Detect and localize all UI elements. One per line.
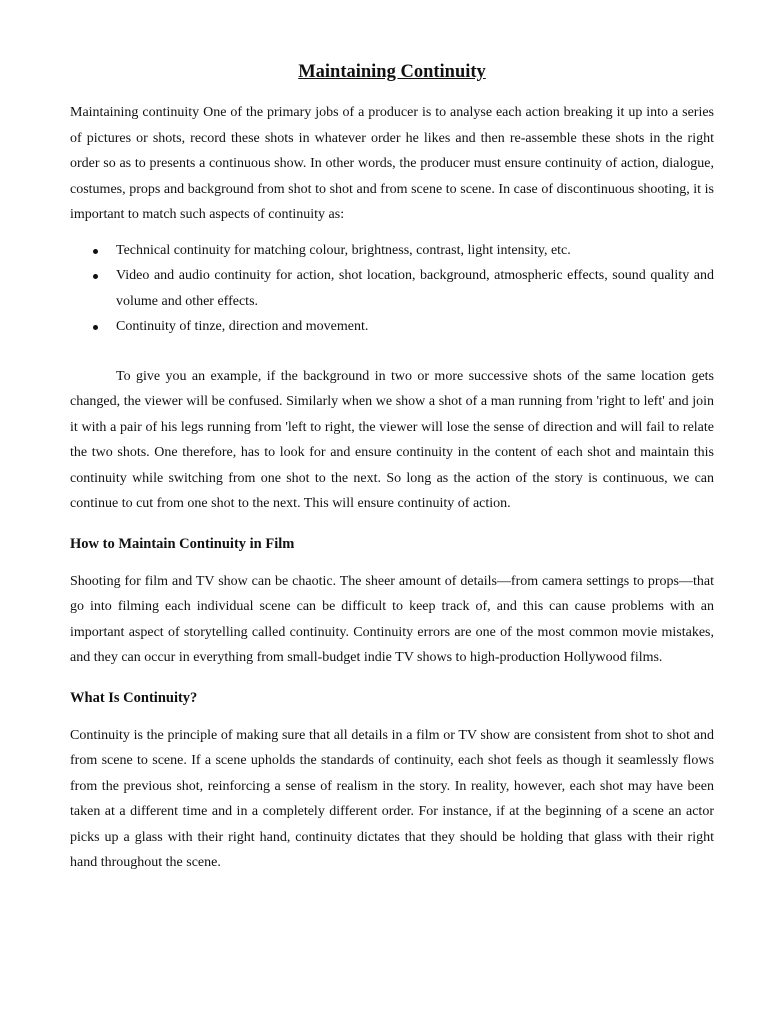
section-heading-what-is-continuity: What Is Continuity? xyxy=(70,689,198,706)
section-heading-how-to-maintain: How to Maintain Continuity in Film xyxy=(70,535,295,552)
bullet-dot-icon xyxy=(93,274,98,279)
section-body-what-is-continuity: Continuity is the principle of making sure that all details in a film or TV show are consistent from shot to shot and from scene to scene. If a scene upholds the standards of continuity, each shot feels as though it seamlessly flows from the previous shot, reinforcing a sense of realism in the story. In reality, however, each shot may have been taken at a different time and in a completely different order. For instance, if at the beginning of a scene an actor picks up a glass with their right hand, continuity dictates that they should be holding that glass with their right hand throughout the scene. xyxy=(70,727,714,870)
bullet-text: Video and audio continuity for action, shot location, background, atmospheric effects, sound quality and volume and other effects. xyxy=(116,268,714,309)
intro-paragraph: Maintaining continuity One of the primary jobs of a producer is to analyse each action breaking it up into a series of pictures or shots, record these shots in whatever order he likes and then re-assemble these shots in the right order so as to presents a continuous show. In other words, the producer must ensure continuity of action, dialogue, costumes, props and background from shot to shot and from scene to scene. In case of discontinuous shooting, it is important to match such aspects of continuity as: xyxy=(70,105,714,222)
bullet-text: Continuity of tinze, direction and movement. xyxy=(116,319,369,334)
document-title: Maintaining Continuity xyxy=(298,62,486,82)
bullet-item-direction xyxy=(70,314,714,340)
section-body-how-to-maintain: Shooting for film and TV show can be chaotic. The sheer amount of details—from camera settings to props—that go into filming each individual scene can be difficult to keep track of, and this can cause problems with an important aspect of storytelling called continuity. Continuity errors are one of the most common movie mistakes, and they can occur in everything from small-budget indie TV shows to high-production Hollywood films. xyxy=(70,573,714,665)
bullet-text: Technical continuity for matching colour, brightness, contrast, light intensity, etc. xyxy=(116,242,571,258)
example-paragraph: To give you an example, if the background in two or more successive shots of the same location gets changed, the viewer will be confused. Similarly when we show a shot of a man running from 'right to left' and join it with a pair of his legs running from 'left to right, the viewer will lose the sense of direction and will fail to relate the two shots. One therefore, has to look for and ensure continuity in the content of each shot and maintain this continuity while switching from one shot to the next. So long as the action of the story is continuous, we can continue to cut from one shot to the next. This will ensure continuity of action. xyxy=(70,368,714,511)
bullet-dot-icon xyxy=(93,249,98,254)
bullet-item-technical xyxy=(70,238,714,264)
bullet-item-video-audio xyxy=(70,263,714,314)
document-page xyxy=(70,58,714,876)
bullet-dot-icon xyxy=(93,325,98,330)
continuity-bullet-list xyxy=(70,238,714,340)
